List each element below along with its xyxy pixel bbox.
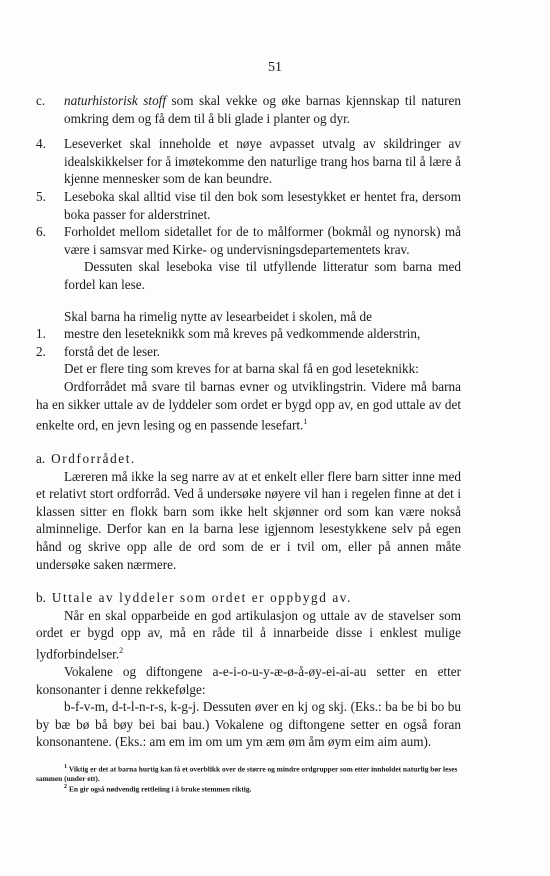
list-marker: 1. [36,326,46,342]
list-marker: 5. [36,188,46,204]
list-item-text: Forholdet mellom sidetallet for de to målformer (bokmål og nynorsk) må være i samsvar med Kirke- og undervisningsdepartementets krav. [64,224,461,257]
paragraph-section-a: Læreren må ikke la seg narre av at et enkelt eller flere barn sitter inne med et relativt stort ordforråd. Ved å undersøke nøyere vil han i regelen finne at det i klassen sitter en flokk barn som ikke helt skjønner ord som kan være nokså alminnelige. Derfor kan en la barna lese igjennom lesestykkene selv på egen hånd og skrive opp alle de ord som de er i tvil om, eller på annen måte undersøke saken nærmere. [36,468,461,572]
paragraph-section-b2: Vokalene og diftongene a-e-i-o-u-y-æ-ø-å-øy-ei-ai-au setter en etter konsonanter i denne rekkefølge: [36,664,461,697]
numbered-item-6 [36,223,461,258]
condition-item-2 [36,343,461,361]
list-item-text: mestre den leseteknikk som må kreves på vedkommende alderstrin, [64,326,421,342]
footnote-ref-1: 1 [303,417,308,427]
paragraph-dessuten: Dessuten skal leseboka vise til utfyllende litteratur som barna med fordel kan lese. [64,259,461,292]
footnote-1: $^1$ Viktig er det at barna hurtig kan få et overblikk over de større og mindre ordgrupper som etter innholdet naturlig bør leses sammen (under ett). [36,763,458,783]
footnote-2: $^2$ En gir også nødvendig rettleiing i å bruke stemmen riktig. [64,783,252,794]
page-body [36,92,461,794]
list-marker: c. [36,93,46,108]
list-item-text: Leseboka skal alltid vise til den bok som lesestykket er hentet fra, dersom boka passer for alderstrinet. [64,188,461,222]
paragraph-section-b3: b-f-v-m, d-t-l-n-r-s, k-g-j. Dessuten øver en kj og skj. (Eks.: ba be bi bo bu by bæ bø bå bøy bei bai bau.) Vokalene og diftongene setter en også foran konsonantene. (Eks.: am em im om um ym æm øm åm øym eim aim aum). [36,699,461,750]
list-marker: 6. [36,224,46,240]
section-heading-a: a. Ordforrådet. [36,451,136,467]
paragraph-text: Når en skal opparbeide en god artikulasjon og uttale av de stavelser som ordet er bygd opp av, må en råde til å innarbeide disse i enklest mulige lydforbindelser. [36,607,461,662]
list-item-text: forstå det de leser. [64,343,160,359]
paragraph-section-b1 [36,607,461,663]
footnotes [36,763,461,794]
paragraph-intro: Skal barna ha rimelig nytte av lesearbeidet i skolen, må de [64,308,372,324]
paragraph-text: Ordforrådet må svare til barnas evner og utviklingstrin. Videre må barna ha en sikker uttale av de lyddeler som ordet er bygd opp av, en god uttale av det enkelte ord, en jevn lesing og en passende lesefart. [36,378,461,433]
paragraph-ordforradet [36,378,461,434]
condition-item-1 [36,325,461,343]
paragraph-ting: Det er flere ting som kreves for at barna skal få en god leseteknikk: [64,361,419,377]
list-item-c [36,92,461,127]
section-title: Uttale av lyddeler som ordet er oppbygd av. [51,590,353,606]
list-item-text: Leseverket skal inneholde et nøye avpasset utvalg av skildringer av idealskikkelser for å imøtekomme den naturlige trang hos barna til å lære å kjenne mennesker som de kan beundre. [64,136,461,187]
list-item-text: som skal vekke og øke barnas kjennskap til naturen omkring dem og få dem til å bli glade i planter og dyr. [64,93,461,126]
list-marker: 2. [36,343,46,359]
page-number: 51 [268,60,282,75]
section-heading-b: b. Uttale av lyddeler som ordet er oppbygd av. [36,590,353,606]
emphasized-term: naturhistorisk stoff [64,93,166,108]
numbered-item-5 [36,188,461,223]
section-title: Ordforrådet. [51,451,136,467]
numbered-item-4 [36,135,461,188]
footnote-ref-2: 2 [119,646,124,656]
list-marker: 4. [36,136,46,152]
